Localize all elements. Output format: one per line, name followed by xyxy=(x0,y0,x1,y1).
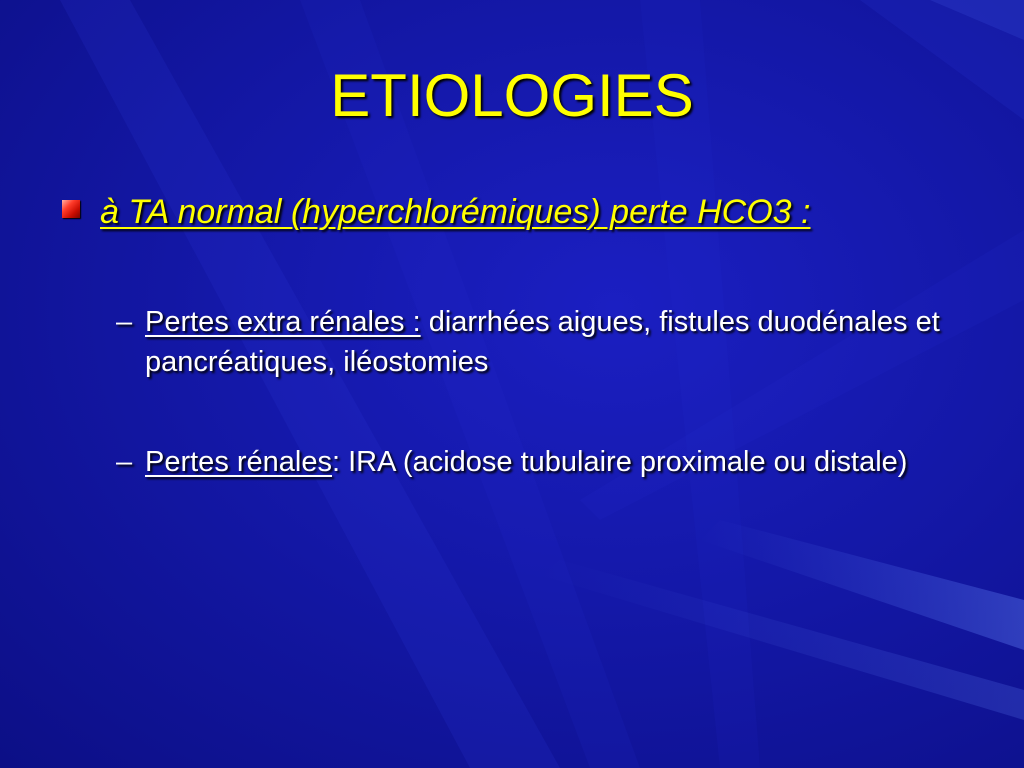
subitem-extra-renal xyxy=(116,302,946,382)
red-square-bullet-icon xyxy=(62,200,80,218)
subitem-renal xyxy=(116,442,946,482)
subitem-text: : IRA (acidose tubulaire proximale ou distale) xyxy=(332,446,908,478)
subitem-label: Pertes extra rénales : xyxy=(145,306,421,338)
subitem-body xyxy=(145,442,946,482)
subitem-body xyxy=(145,302,946,382)
dash-marker: – xyxy=(116,446,133,478)
subitem-label: Pertes rénales xyxy=(145,446,332,478)
slide-title: ETIOLOGIES xyxy=(330,62,694,129)
bullet-text: à TA normal (hyperchlorémiques) perte HCO3 : xyxy=(100,193,811,231)
subitem-text: diarrhées aigues, fistules duodénales et pancréatiques, iléostomies xyxy=(145,306,940,378)
dash-marker: – xyxy=(116,306,133,338)
